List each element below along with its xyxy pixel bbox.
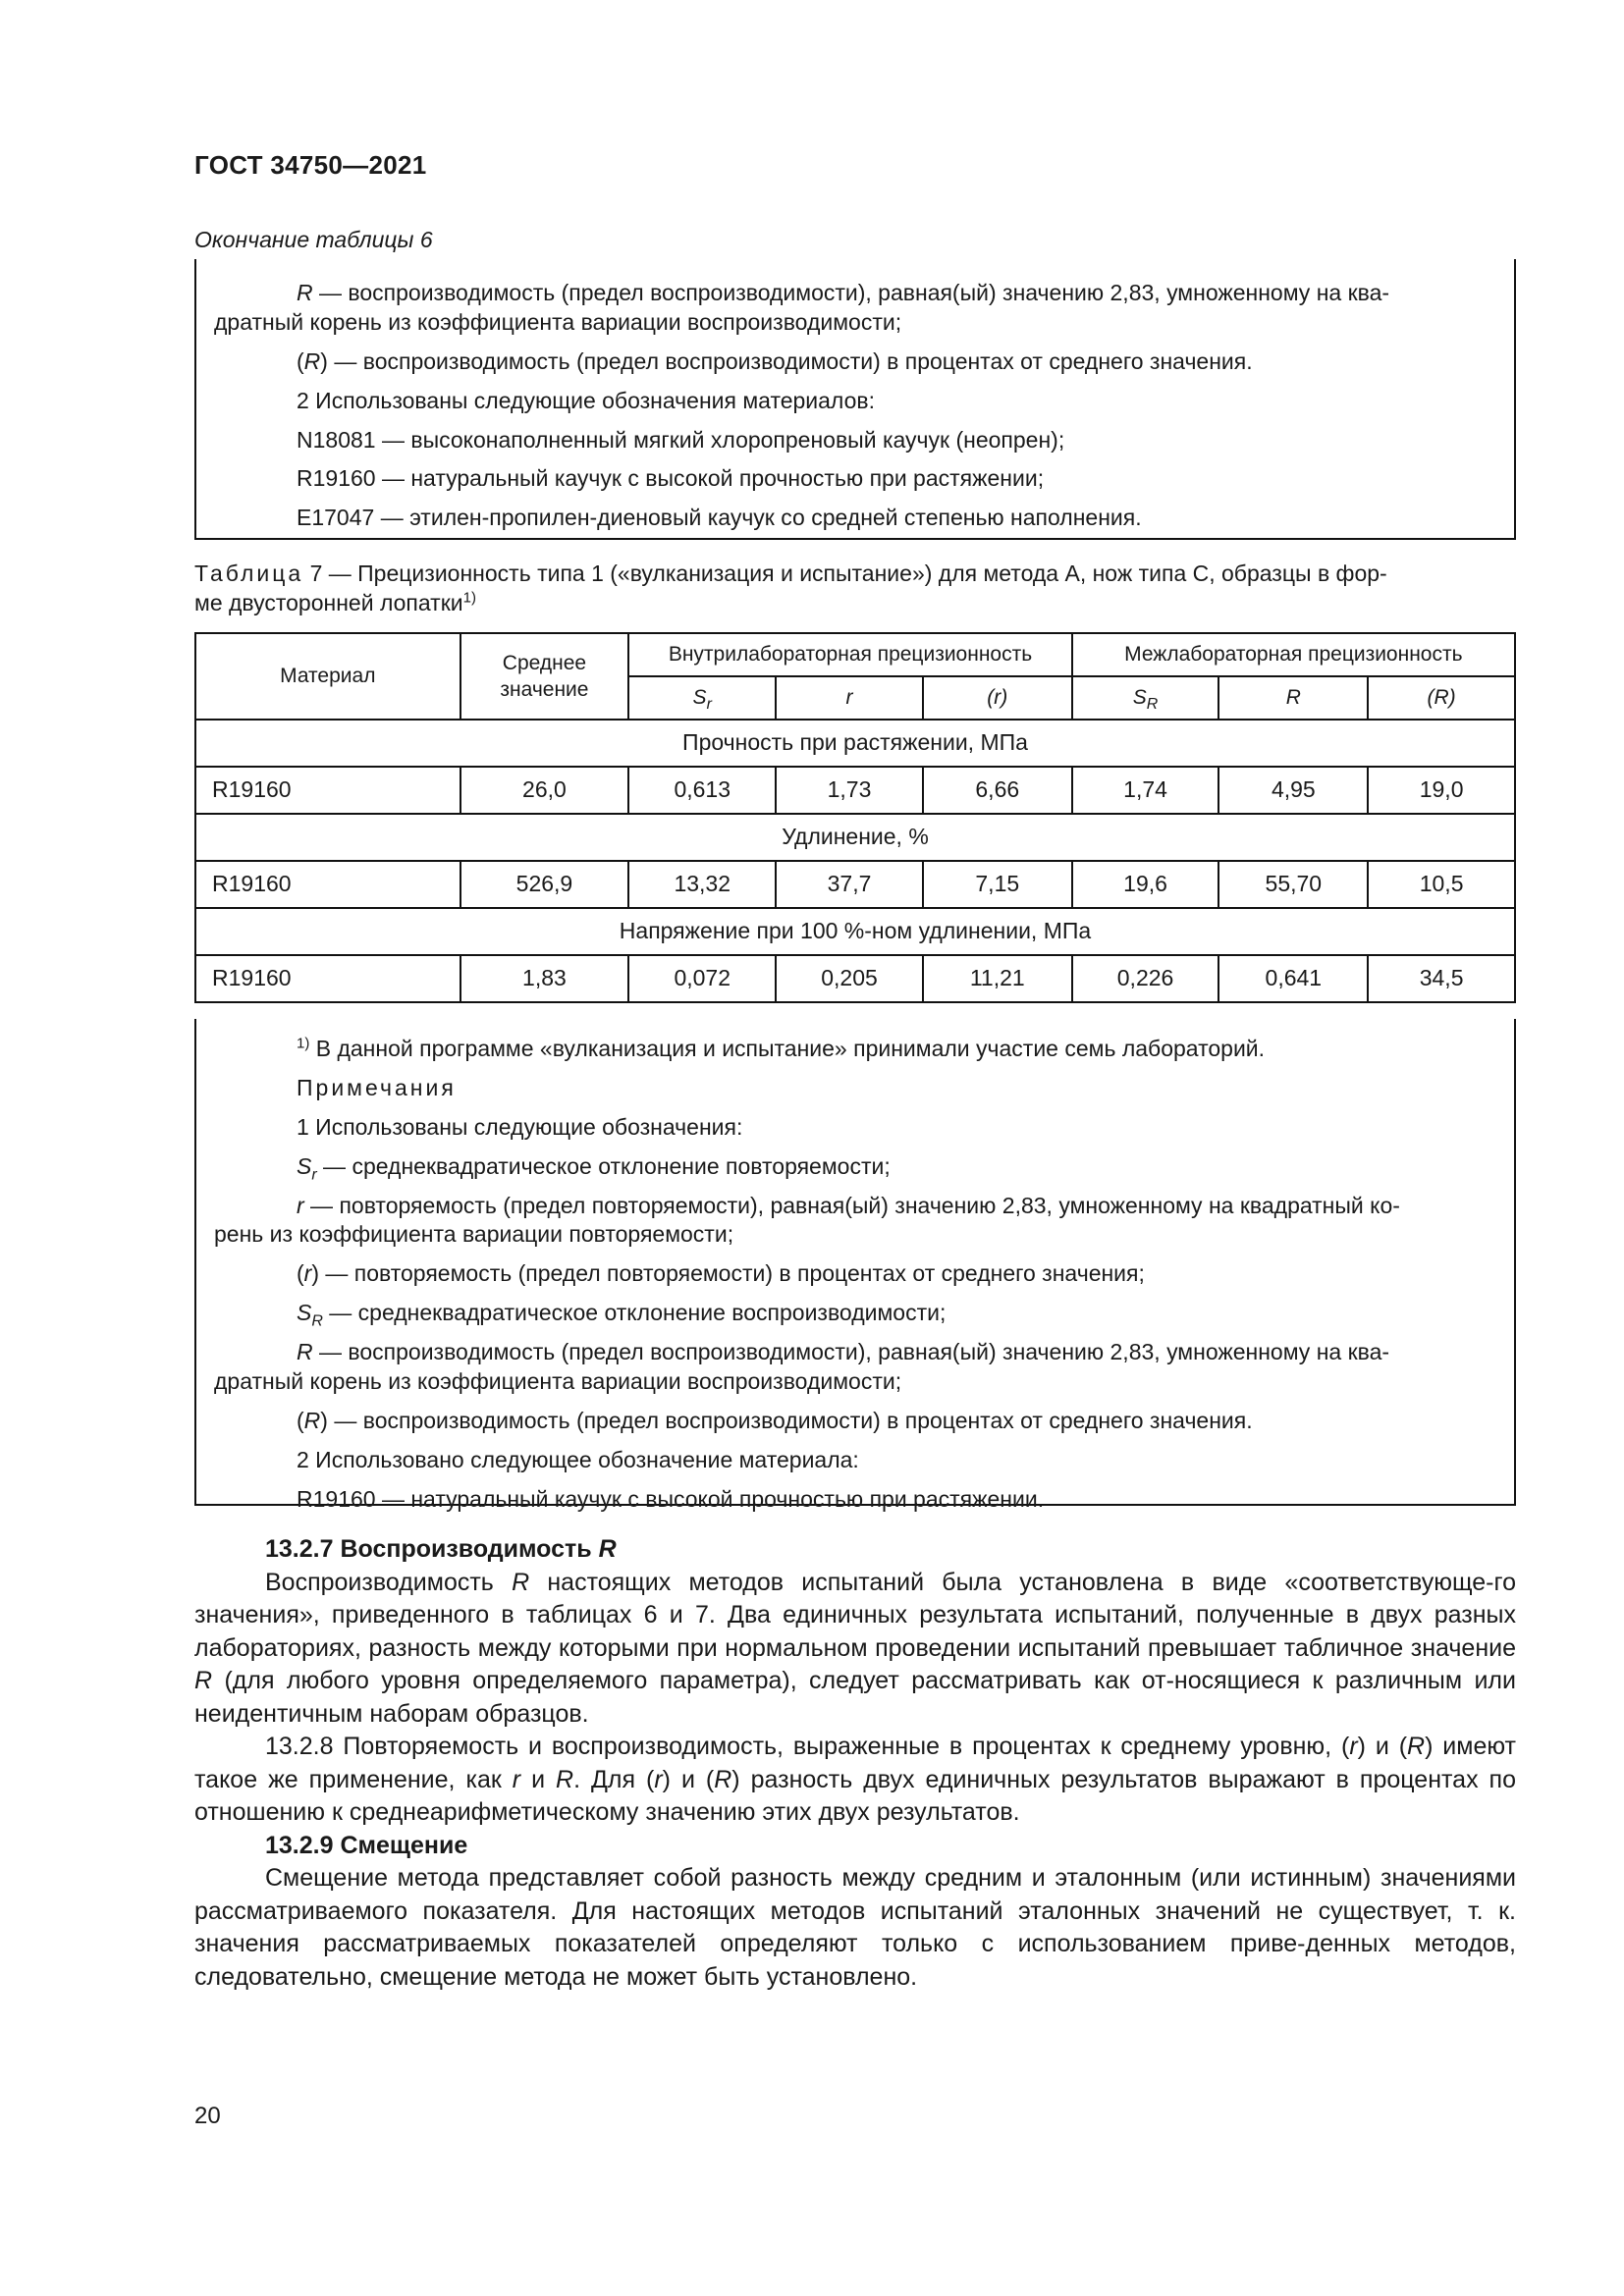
col-R: R xyxy=(1218,676,1368,720)
paragraph: Смещение метода представляет собой разность между средним и эталонным (или истинным) значениями рассматриваемого показателя. Для настоящих методов испытаний эталонных значений не существует, т. к. значения рассматриваемых показателей определяют только с использованием приве-денных методов, следовательно, смещение метода не может быть установлено. xyxy=(194,1864,1516,1991)
col-sR: $S_R$ xyxy=(1072,676,1219,720)
col-material: Материал xyxy=(195,633,460,720)
def-R: R — воспроизводимость (предел воспроизводимости), равная(ый) значению 2,83, умноженному на ква- дратный корень из коэффициента вариации воспроизводимости; xyxy=(214,1339,1390,1395)
group-title: Прочность при растяжении, МПа xyxy=(195,720,1515,767)
note-2: 2 Использовано следующее обозначение материала: xyxy=(297,1446,859,1472)
col-r: r xyxy=(776,676,923,720)
note-1: 1 Использованы следующие обозначения: xyxy=(297,1113,743,1140)
table6-notes xyxy=(194,259,1516,540)
group-title: Удлинение, % xyxy=(195,814,1515,861)
document-header: ГОСТ 34750—2021 xyxy=(194,150,427,180)
col-r-percent: (r) xyxy=(923,676,1072,720)
col-mean: Среднее значение xyxy=(460,633,629,720)
col-between-lab: Межлабораторная прецизионность xyxy=(1072,633,1515,676)
material-1: N18081 — высоконаполненный мягкий хлоропреновый каучук (неопрен); xyxy=(297,426,1065,453)
col-sr: $S_r$ xyxy=(628,676,776,720)
def-r: r — повторяемость (предел повторяемости), равная(ый) значению 2,83, умноженному на квадратный ко- рень из коэффициента вариации повторяемости; xyxy=(214,1192,1400,1248)
group-title: Напряжение при 100 %-ном удлинении, МПа xyxy=(195,908,1515,955)
material-3: E17047 — этилен-пропилен-диеновый каучук со средней степенью наполнения. xyxy=(297,505,1142,531)
note-R: R — воспроизводимость (предел воспроизводимости), равная(ый) значению 2,83, умноженному на ква- дратный корень из коэффициента вариации воспроизводимости; xyxy=(214,280,1390,335)
page-number: 20 xyxy=(194,2103,221,2129)
def-sr: $S_r$ — среднеквадратическое отклонение повторяемости; xyxy=(297,1152,891,1184)
col-R-percent: (R) xyxy=(1368,676,1515,720)
section-13-2-7 xyxy=(194,1533,1516,1994)
def-sR: $S_R$ — среднеквадратическое отклонение воспроизводимости; xyxy=(297,1300,947,1330)
table-row: R19160 1,83 0,072 0,205 11,21 0,226 0,641 34,5 xyxy=(195,955,1515,1002)
def-R-percent: (R) — воспроизводимость (предел воспроизводимости) в процентах от среднего значения. xyxy=(297,1407,1253,1433)
table-row: R19160 26,0 0,613 1,73 6,66 1,74 4,95 19,0 xyxy=(195,767,1515,814)
def-r-percent: (r) — повторяемость (предел повторяемости) в процентах от среднего значения; xyxy=(297,1260,1145,1287)
col-within-lab: Внутрилабораторная прецизионность xyxy=(628,633,1071,676)
table7-caption: Таблица 7 — Прецизионность типа 1 («вулканизация и испытание») для метода А, нож типа С, образцы в фор- ме двусторонней лопатки$^{1)}$ xyxy=(194,561,1387,615)
table-row: R19160 526,9 13,32 37,7 7,15 19,6 55,70 10,5 xyxy=(195,861,1515,908)
footnote: $^{1)}$ В данной программе «вулканизация и испытание» принимали участие семь лабораторий. xyxy=(297,1035,1266,1061)
note-2: 2 Использованы следующие обозначения материалов: xyxy=(297,387,876,413)
section-heading: 13.2.9 Смещение xyxy=(265,1831,468,1859)
note-R-percent: (R) — воспроизводимость (предел воспроизводимости) в процентах от среднего значения. xyxy=(297,347,1253,374)
section-13-2-8: 13.2.8 Повторяемость и воспроизводимость, выраженные в процентах к среднему уровню, (r) и (R) имеют такое же применение, как r и R. Для (r) и (R) разность двух единичных результатов выражают в процентах по отношению к среднеарифметическому значению этих двух результатов. xyxy=(194,1733,1516,1826)
notes-label: Примечания xyxy=(297,1074,457,1100)
paragraph: Воспроизводимость R настоящих методов испытаний была установлена в виде «соответствующе-го значения», приведенного в таблицах 6 и 7. Два единичных результата испытаний, полученные в двух разных лабораториях, разность между которыми при нормальном проведении испытаний превышает табличное значение R (для любого уровня определяемого параметра), следует рассматривать как от-носящиеся к различным или неидентичным наборам образцов. xyxy=(194,1568,1516,1728)
section-heading: 13.2.7 Воспроизводимость R xyxy=(265,1535,617,1563)
table7-footer-notes xyxy=(194,1019,1516,1512)
continuation-label: Окончание таблицы 6 xyxy=(194,227,433,252)
material-2: R19160 — натуральный каучук с высокой прочностью при растяжении; xyxy=(297,465,1045,492)
material: R19160 — натуральный каучук с высокой прочностью при растяжении. xyxy=(297,1485,1045,1512)
precision-table xyxy=(194,632,1516,1003)
